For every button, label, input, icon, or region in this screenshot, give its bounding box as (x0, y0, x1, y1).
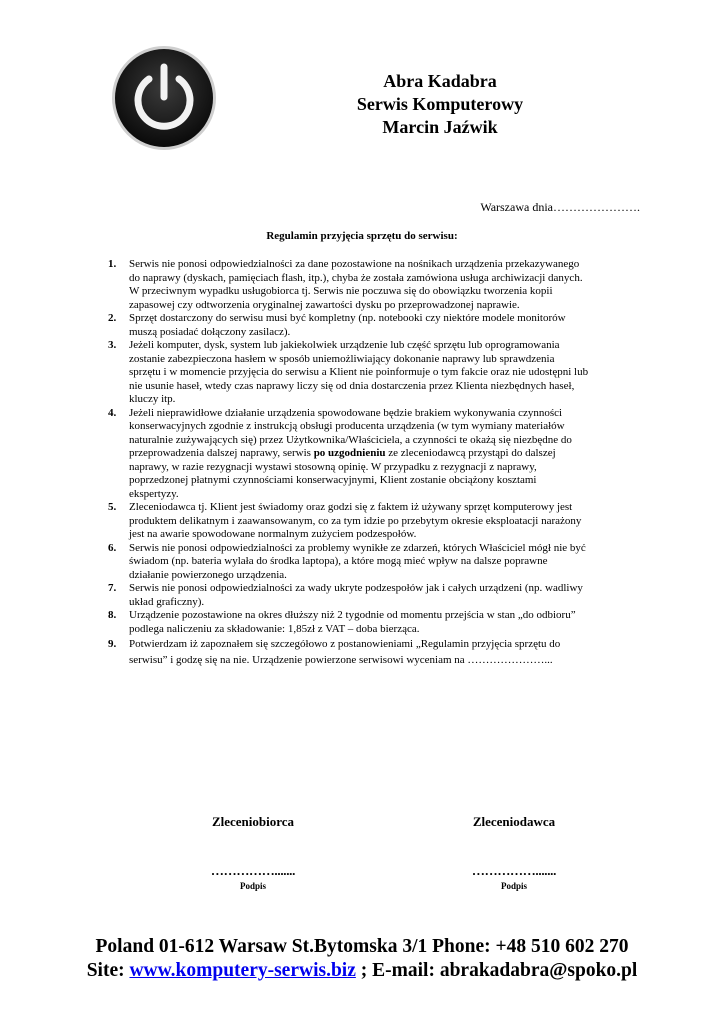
signature-line: ……………....... (471, 863, 557, 878)
site-label: Site: (86, 960, 130, 981)
rule-line: sprzętu i w momencie przyjęcia do serwisu a Klient nie poinformuje o tym fakcie oraz nie udostępni lub (129, 366, 589, 378)
rule-number: 1. (108, 258, 117, 270)
rule-item (108, 609, 653, 636)
owner-name: Marcin Jaźwik (382, 117, 498, 137)
website-link[interactable]: www.komputery-serwis.biz (129, 960, 356, 981)
rule-line: zapasowej czy odtworzenia oryginalnej zawartości dysku po przeprowadzonej naprawie. (129, 298, 520, 311)
rule-item (108, 542, 653, 583)
rule-line-start: przeprowadzenia dalszej naprawy, serwis (129, 447, 311, 459)
client-label: Zleceniodawca (472, 814, 556, 829)
rule-line: Jeżeli komputer, dysk, system lub jakiekolwiek urządzenie lub część sprzętu lub oprogramowania (129, 339, 560, 351)
rule-item (108, 582, 653, 609)
rule-line: ekspertyzy. (129, 487, 179, 500)
email-text: ; E-mail: abrakadabra@spoko.pl (355, 960, 638, 981)
contractor-label: Zleceniobiorca (211, 814, 295, 829)
rule-line-end: ze zleceniodawcą przystąpi do dalszej (388, 447, 556, 459)
rule-line: W przeciwnym wypadku usługobiorca tj. Serwis nie poczuwa się do obowiązku tworzenia kopii (129, 285, 553, 297)
rule-line (129, 447, 653, 461)
rule-line: do naprawy (dyskach, pamięciach flash, itp.), chyba że została zamówiona usługa archiwizacji danych. (129, 271, 583, 284)
footer (0, 935, 724, 983)
rule-bold-phrase: po uzgodnieniu (313, 447, 386, 459)
rule-line: podlega naliczeniu za składowanie: 1,85zł z VAT – doba bierząca. (129, 622, 420, 635)
rule-line: Potwierdzam iż zapoznałem się szczegółowo z postanowieniami „Regulamin przyjęcia sprzętu do (129, 638, 561, 650)
rule-line: muszą posiadać dołączony zasilacz). (129, 325, 291, 338)
footer-contact (0, 959, 724, 983)
rule-line: jest na awarie spowodowane normalnym zużyciem podzespołów. (129, 528, 417, 540)
client-signature-block (404, 814, 624, 891)
rule-line: Sprzęt dostarczony do serwisu musi być kompletny (np. notebooki czy niektóre modele monitorów (129, 312, 566, 324)
rule-line: Zleceniodawca tj. Klient jest świadomy oraz godzi się z faktem iż używany sprzęt komputerowy jest (129, 501, 573, 513)
rule-line: naturalnie zużywających się) przez Użytkownika/Właściciela, a czynności te okażą się niezbędne do (129, 433, 572, 446)
regulations-title: Regulamin przyjęcia sprzętu do serwisu: (266, 230, 458, 242)
rule-line: kluczy itp. (129, 393, 176, 405)
rule-number: 7. (108, 582, 117, 594)
rule-number: 2. (108, 312, 117, 324)
power-button-icon (111, 45, 217, 151)
rule-number: 9. (108, 638, 117, 650)
rule-line: produktem delikatnym i zaawansowanym, co za tym idzie po przebytym okresie eksploatacji narażony (129, 514, 582, 527)
rule-item (108, 636, 653, 668)
rule-line: Serwis nie ponosi odpowiedzialności za wady ukryte podzespołów jak i całych urządzeni (np. wadliwy (129, 582, 583, 594)
rule-number: 5. (108, 501, 117, 513)
signature-line: ……………....... (210, 863, 296, 878)
regulations-list (108, 258, 653, 668)
rule-line: zostanie zabezpieczona hasłem w sposób uniemożliwiający dokonanie naprawy lub sprawdzenia (129, 352, 555, 365)
rule-line: konserwacyjnych zgodnie z instrukcją obsługi producenta urządzenia (w tym wymiany materiałów (129, 420, 565, 432)
rule-number: 4. (108, 406, 117, 419)
rule-item (108, 501, 653, 542)
rule-number: 6. (108, 541, 117, 554)
rule-line: świadom (np. bateria wylała do środka laptopa), a które mogą mieć wpływ na dalsze poprawne (129, 555, 548, 567)
rule-line: nie usunie haseł, wtedy czas naprawy liczy się od dnia dostarczenia przez Klienta niezbędnych haseł, (129, 379, 575, 392)
rule-line: Serwis nie ponosi odpowiedzialności za problemy wynikłe ze zdarzeń, których Właściciel mógł nie być (129, 541, 586, 554)
rule-line: działanie powierzonego urządzenia. (129, 568, 287, 581)
company-type: Serwis Komputerowy (356, 94, 524, 114)
signature-caption: Podpis (239, 881, 266, 891)
rule-line: Urządzenie pozostawione na okres dłuższy niż 2 tygodnie od momentu przejścia w stan „do odbioru” (129, 609, 576, 621)
rule-item (108, 407, 653, 502)
contractor-signature-block (143, 814, 363, 891)
signature-caption: Podpis (500, 881, 527, 891)
company-name: Abra Kadabra (383, 71, 497, 91)
rule-number: 3. (108, 339, 117, 351)
rule-line: Serwis nie ponosi odpowiedzialności za dane pozostawione na nośnikach urządzenia przekazywanego (129, 258, 580, 270)
rule-item (108, 258, 653, 312)
rule-line: układ graficzny). (129, 595, 205, 608)
rule-line: naprawy, w razie rezygnacji wystawi stosowną opinię. W przypadku z rezygnacji z naprawy, (129, 460, 537, 473)
rule-number: 8. (108, 609, 117, 621)
rule-item (108, 312, 653, 339)
footer-address: Poland 01-612 Warsaw St.Bytomska 3/1 Phone: +48 510 602 270 (95, 936, 629, 957)
rule-line: serwisu” i godzę się na nie. Urządzenie powierzone serwisowi wyceniam na …………………... (129, 654, 553, 666)
date-line: Warszawa dnia…………………. (480, 200, 640, 214)
company-header (300, 70, 580, 139)
rule-item (108, 339, 653, 407)
rule-line: Jeżeli nieprawidłowe działanie urządzenia spowodowane będzie brakiem wykonywania czynności (129, 406, 563, 419)
rule-line: poprzedzonej płatnymi czynnościami konserwacyjnymi, Klient zostanie obciążony kosztami (129, 474, 537, 486)
